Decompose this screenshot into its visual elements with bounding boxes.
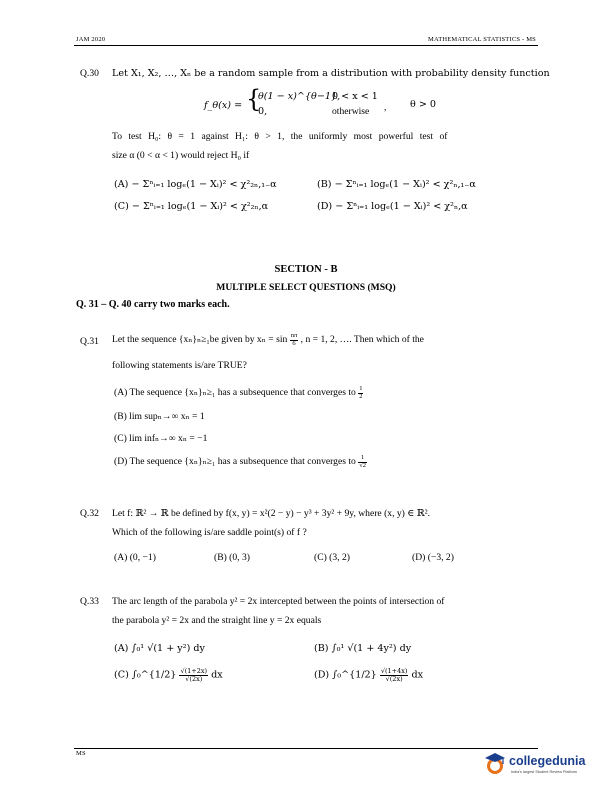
q33-option-d-post: dx: [411, 669, 424, 681]
q30-option-d: (D) − Σⁿᵢ₌₁ logₑ(1 − Xᵢ)² < χ²ₙ,α: [317, 201, 468, 212]
q30-comma: ,: [384, 102, 387, 113]
q30-brace: {: [246, 85, 262, 113]
q32-option-d: (D) (−3, 2): [412, 552, 454, 563]
q30-param: θ > 0: [410, 99, 437, 110]
q30-option-c: (C) − Σⁿᵢ₌₁ logₑ(1 − Xᵢ)² < χ²₂ₙ,α: [114, 201, 269, 212]
section-marks: Q. 31 – Q. 40 carry two marks each.: [76, 299, 230, 310]
q33-option-c-num: √(1+2x): [180, 667, 208, 675]
q32-line2: Which of the following is/are saddle point(s) of f ?: [112, 527, 307, 538]
header-right: MATHEMATICAL STATISTICS - MS: [428, 36, 536, 43]
section-subtitle: MULTIPLE SELECT QUESTIONS (MSQ): [216, 282, 396, 293]
q31-frac-den: 6: [292, 339, 296, 347]
q30-option-a: (A) − Σⁿᵢ₌₁ logₑ(1 − Xᵢ)² < χ²₂ₙ,₁₋α: [114, 179, 277, 190]
q32-line1: Let f: ℝ² → ℝ be defined by f(x, y) = x²(2 − y) − y³ + 3y² + 9y, where (x, y) ∈ ℝ².: [112, 508, 431, 519]
brand-name[interactable]: collegedunia: [509, 754, 586, 768]
q30-case1-expr: θ(1 − x)^{θ−1},: [258, 91, 341, 102]
q30-option-b: (B) − Σⁿᵢ₌₁ logₑ(1 − Xᵢ)² < χ²ₙ,₁₋α: [317, 179, 476, 190]
q31-option-b: (B) lim supₙ→∞ xₙ = 1: [114, 411, 205, 422]
graduation-cap-icon: [484, 752, 506, 776]
q33-option-a: (A) ∫₀¹ √(1 + y²) dy: [114, 643, 205, 654]
q30-case2-expr: 0,: [258, 106, 268, 117]
q31-option-d-num: 1: [358, 455, 367, 463]
q31-option-a-den: 2: [359, 392, 363, 400]
q30-pdf-lhs: f_θ(x) =: [204, 100, 243, 111]
q31-option-d: [114, 455, 367, 469]
q33-number: Q.33: [80, 596, 99, 607]
q33-option-c: [114, 668, 223, 682]
q30-case2-cond: otherwise: [332, 106, 370, 117]
q31-number: Q.31: [80, 336, 99, 347]
footer-left: MS: [76, 750, 86, 757]
q31-option-a: [114, 386, 363, 400]
q31-line1: [112, 333, 424, 347]
q33-option-c-post: dx: [211, 669, 223, 681]
q33-option-d-frac: [380, 668, 409, 682]
q33-option-c-pre: (C) ∫₀^{1/2}: [114, 669, 177, 681]
q33-option-d: [314, 668, 423, 682]
header-left: JAM 2020: [76, 36, 106, 43]
brand-tagline: India's largest Student Review Platform: [511, 770, 578, 774]
q31-option-a-num: 1: [359, 385, 363, 392]
q33-option-c-frac: [179, 668, 208, 682]
q32-option-a: (A) (0, −1): [114, 552, 156, 563]
q31-option-a-frac: [358, 386, 363, 400]
q32-number: Q.32: [80, 508, 99, 519]
q33-option-c-den: √(2x): [185, 674, 203, 683]
q30-stem: Let X₁, X₂, …, Xₙ be a random sample from a distribution with probability density function: [112, 68, 550, 79]
footer-rule: [74, 748, 538, 749]
q33-option-d-pre: (D) ∫₀^{1/2}: [314, 669, 377, 681]
q30-size-line: size α (0 < α < 1) would reject H₀ if: [112, 150, 250, 161]
q31-line1-post: , n = 1, 2, …. Then which of the: [300, 334, 424, 346]
q30-number: Q.30: [80, 68, 99, 79]
q31-line2: following statements is/are TRUE?: [112, 360, 247, 371]
q32-option-b: (B) (0, 3): [214, 552, 250, 563]
q33-option-b: (B) ∫₀¹ √(1 + 4y²) dy: [314, 643, 412, 654]
q33-line2: the parabola y² = 2x and the straight line y = 2x equals: [112, 615, 322, 626]
q31-option-a-text: (A) The sequence {xₙ}ₙ≥₁ has a subsequence that converges to: [114, 387, 356, 399]
q31-option-d-frac: [358, 455, 367, 469]
q33-line1: The arc length of the parabola y² = 2x intercepted between the points of intersection of: [112, 596, 445, 607]
q31-fraction: [290, 333, 299, 347]
q31-frac-num: nπ: [290, 332, 298, 339]
q31-option-d-text: (D) The sequence {xₙ}ₙ≥₁ has a subsequence that converges to: [114, 456, 356, 468]
header-rule: [74, 45, 538, 46]
q30-case1-cond: 0 < x < 1: [332, 91, 378, 102]
q31-line1-pre: Let the sequence {xₙ}ₙ≥₁be given by xₙ = sin: [112, 334, 288, 346]
q30-test-line: To test H₀: θ = 1 against H₁: θ > 1, the uniformly most powerful test of: [112, 131, 448, 142]
q33-option-d-den: √(2x): [385, 674, 403, 683]
q32-option-c: (C) (3, 2): [314, 552, 350, 563]
section-title: SECTION - B: [274, 264, 338, 275]
q33-option-d-num: √(1+4x): [380, 667, 408, 675]
brand-logo: [484, 750, 604, 780]
q31-option-c: (C) lim infₙ→∞ xₙ = −1: [114, 433, 208, 444]
q31-option-d-den: √2: [359, 461, 367, 469]
